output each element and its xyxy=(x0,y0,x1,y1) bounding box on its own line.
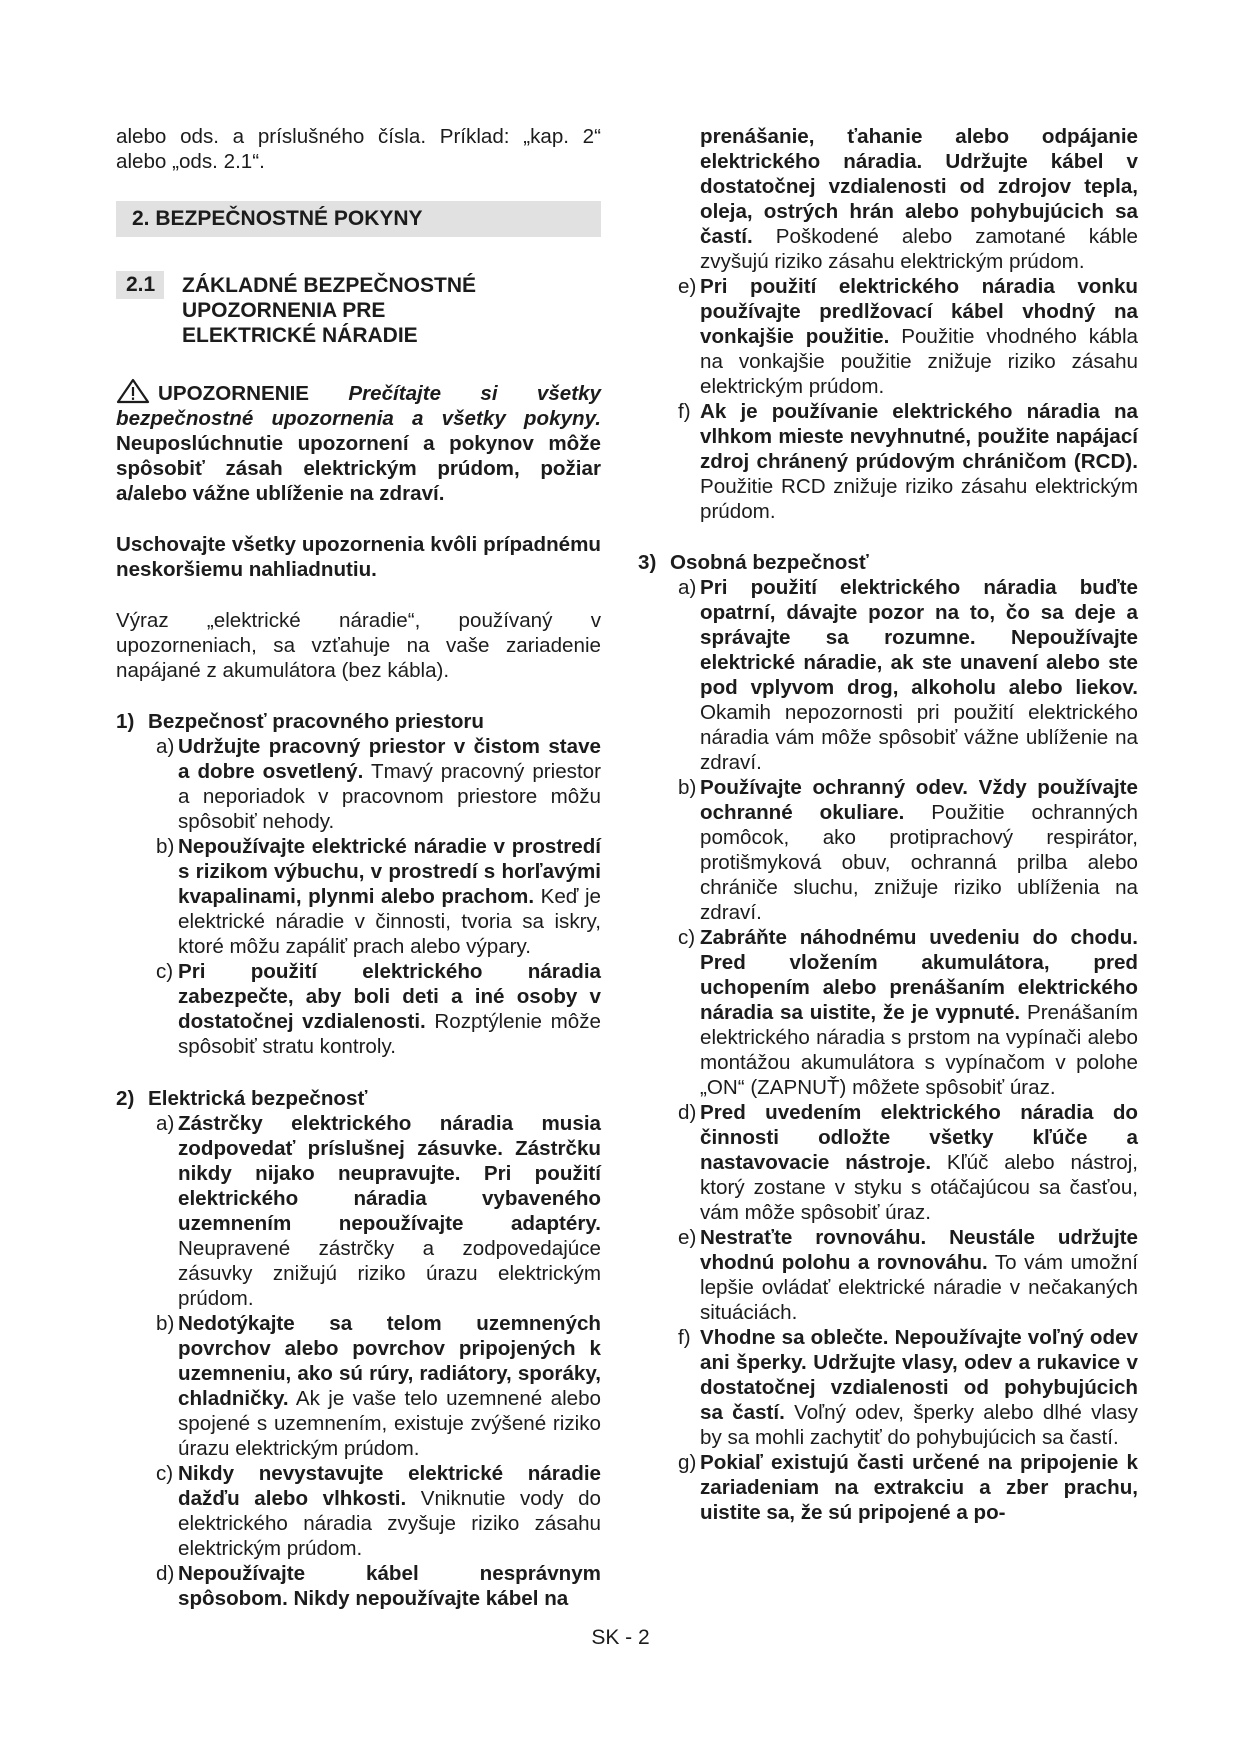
item-text: Kľúč alebo nástroj, ktorý zostane v styku s otáčajúcou sa časťou, vám môže spôsobiť úraz. xyxy=(700,1151,1138,1224)
list-item xyxy=(678,1325,1138,1450)
list-item-letter: a) xyxy=(156,735,175,758)
item-text: Použitie ochranných pomôcok, ako protiprachový respirátor, protišmyková obuv, ochranná prilba alebo chrániče sluchu, znižuje riziko ublíženia na zdraví. xyxy=(700,801,1138,924)
subsection-title-line: ELEKTRICKÉ NÁRADIE xyxy=(182,324,418,347)
subsection-heading xyxy=(116,271,601,348)
list-item xyxy=(678,1450,1138,1525)
list-item-continuation xyxy=(678,124,1138,274)
subsection-title xyxy=(182,273,476,348)
list-item xyxy=(678,775,1138,925)
subsection-number: 2.1 xyxy=(116,271,164,299)
intro-text: alebo ods. a príslušného čísla. Príklad: „kap. 2“ alebo „ods. 2.1“. xyxy=(116,125,601,173)
item-bold: Pred uvedením elektrického náradia do činnosti odložte všetky kľúče a nastavovacie nástroje. xyxy=(700,1101,1138,1174)
list-item xyxy=(678,575,1138,775)
warning-paragraph xyxy=(116,378,601,506)
term-note: Výraz „elektrické náradie“, používaný v upozorneniach, sa vzťahuje na vaše zariadenie napájané z akumulátora (bez kábla). xyxy=(116,609,601,682)
list-item-letter: b) xyxy=(678,776,697,799)
list-item xyxy=(156,1461,601,1561)
list-item-letter: e) xyxy=(678,1226,697,1249)
section-number: 2) xyxy=(116,1087,135,1110)
item-bold: Nedotýkajte sa telom uzemnených povrchov alebo povrchov pripojených k uzemneniu, ako sú rúry, radiátory, sporáky, chladničky. xyxy=(178,1312,601,1410)
section-number: 3) xyxy=(638,551,657,574)
item-bold: Nepoužívajte elektrické náradie v prostredí s rizikom výbuchu, v prostredí s horľavými kvapalinami, plynmi alebo prachom. xyxy=(178,835,601,908)
list-item-letter: a) xyxy=(156,1112,175,1135)
item-text: Prenášaním elektrického náradia s prstom na vypínači alebo montážou akumulátora s vypínačom v polohe „ON“ (ZAPNUŤ) môžete spôsobiť úraz. xyxy=(700,1001,1138,1099)
list-item-letter: g) xyxy=(678,1451,697,1474)
list-item xyxy=(156,1561,601,1611)
list-item-letter: b) xyxy=(156,1312,175,1335)
item-text: Použitie RCD znižuje riziko zásahu elektrickým prúdom. xyxy=(700,475,1138,523)
list-item xyxy=(156,959,601,1059)
right-items xyxy=(638,274,1138,524)
item-text: Použitie vhodného kábla na vonkajšie použitie znižuje riziko zásahu elektrickým prúdom. xyxy=(700,325,1138,398)
list-item xyxy=(156,734,601,834)
list-item xyxy=(678,274,1138,399)
list-item-letter: b) xyxy=(156,835,175,858)
list-item xyxy=(678,925,1138,1100)
page-number: SK - 2 xyxy=(591,1626,650,1649)
list-item xyxy=(156,834,601,959)
item-text: Vniknutie vody do elektrického náradia zvyšuje riziko zásahu elektrickým prúdom. xyxy=(178,1487,601,1560)
subsection-title-line: ZÁKLADNÉ BEZPEČNOSTNÉ xyxy=(182,274,477,297)
item-bold: prenášanie, ťahanie alebo odpájanie elektrického náradia. Udržujte kábel v dostatočnej vzdialenosti od zdrojov tepla, oleja, ostrých hrán alebo pohybujúcich sa častí. xyxy=(700,125,1138,248)
item-text: Tmavý pracovný priestor a neporiadok v pracovnom priestore môžu spôsobiť nehody. xyxy=(178,760,601,833)
item-bold: Nestraťte rovnováhu. Neustále udržujte vhodnú polohu a rovnováhu. xyxy=(700,1226,1138,1274)
list-item-letter: e) xyxy=(678,275,697,298)
item-text: Okamih nepozornosti pri použití elektrického náradia vám môže spôsobiť vážne ublíženie na zdraví. xyxy=(700,701,1138,774)
item-bold: Udržujte pracovný priestor v čistom stave a dobre osvetlený. xyxy=(178,735,601,783)
item-bold: Zástrčky elektrického náradia musia zodpovedať príslušnej zásuvke. Zástrčku nikdy nijako neupravujte. Pri použití elektrického náradia vybaveného uzemnením nepoužívajte adaptéry. xyxy=(178,1112,601,1235)
section-title xyxy=(638,550,1138,575)
right-column xyxy=(638,124,1138,1525)
item-bold: Pri použití elektrického náradia zabezpečte, aby boli deti a iné osoby v dostatočnej vzdialenosti. xyxy=(178,960,601,1033)
list-item-letter: a) xyxy=(678,576,697,599)
section xyxy=(638,550,1138,1525)
section-title-text: Osobná bezpečnosť xyxy=(670,551,869,574)
item-text: Keď je elektrické náradie v činnosti, tvoria sa iskry, ktoré môžu zapáliť prach alebo výpary. xyxy=(178,885,601,958)
item-bold: Vhodne sa oblečte. Nepoužívajte voľný odev ani šperky. Udržujte vlasy, odev a rukavice v dostatočnej vzdialenosti od pohybujúcich sa častí. xyxy=(700,1326,1138,1424)
item-bold: Zabráňte náhodnému uvedeniu do chodu. Pred vložením akumulátora, pred uchopením alebo prenášaním elektrického náradia sa uistite, že je vypnuté. xyxy=(700,926,1138,1024)
list-item-letter: c) xyxy=(156,960,174,983)
section xyxy=(116,1086,601,1611)
list-item xyxy=(156,1111,601,1311)
list-item-letter: c) xyxy=(156,1462,174,1485)
section-title-text: Elektrická bezpečnosť xyxy=(148,1087,368,1110)
warning-text: Neuposlúchnutie upozornení a pokynov môže spôsobiť zásah elektrickým prúdom, požiar a/alebo vážne ublíženie na zdraví. xyxy=(116,432,601,505)
list-item xyxy=(678,399,1138,524)
list-item xyxy=(156,1311,601,1461)
item-bold: Používajte ochranný odev. Vždy používajte ochranné okuliare. xyxy=(700,776,1138,824)
item-bold: Nikdy nevystavujte elektrické náradie dažďu alebo vlhkosti. xyxy=(178,1462,601,1510)
section-number: 1) xyxy=(116,710,135,733)
item-bold: Pri použití elektrického náradia buďte opatrní, dávajte pozor na to, čo sa deje a správajte sa rozumne. Nepoužívajte elektrické náradie, ak ste unavení alebo ste pod vplyvom drog, alkoholu alebo liekov. xyxy=(700,576,1138,699)
keep-notice: Uschovajte všetky upozornenia kvôli prípadnému neskoršiemu nahliadnutiu. xyxy=(116,533,601,581)
warning-italic: Prečítajte si všetky bezpečnostné upozornenia a všetky pokyny. xyxy=(116,382,601,430)
item-bold: Ak je používanie elektrického náradia na vlhkom mieste nevyhnutné, použite napájací zdroj chránený prúdovým chráničom (RCD). xyxy=(700,400,1138,473)
section-title xyxy=(116,709,601,734)
item-text: Neupravené zástrčky a zodpovedajúce zásuvky znižujú riziko úrazu elektrickým prúdom. xyxy=(178,1237,601,1310)
item-text: Poškodené alebo zamotané káble zvyšujú riziko zásahu elektrickým prúdom. xyxy=(700,225,1138,273)
list-item-letter: d) xyxy=(678,1101,697,1124)
item-text: Voľný odev, šperky alebo dlhé vlasy by sa mohli zachytiť do pohybujúcich sa častí. xyxy=(700,1401,1138,1449)
section-header: 2. BEZPEČNOSTNÉ POKYNY xyxy=(116,201,601,237)
section xyxy=(116,709,601,1059)
item-text: Ak je vaše telo uzemnené alebo spojené s uzemnením, existuje zvýšené riziko úrazu elektrickým prúdom. xyxy=(178,1387,602,1460)
section-title xyxy=(116,1086,601,1111)
list-item-letter: f) xyxy=(678,400,691,423)
warning-label: UPOZORNENIE xyxy=(158,382,310,405)
item-bold: Pri použití elektrického náradia vonku používajte predlžovací kábel vhodný na vonkajšie použitie. xyxy=(700,275,1138,348)
item-text: Rozptýlenie môže spôsobiť stratu kontroly. xyxy=(178,1010,601,1058)
list-item xyxy=(678,1100,1138,1225)
item-text: To vám umožní lepšie ovládať elektrické náradie v nečakaných situáciách. xyxy=(700,1251,1138,1324)
list-item-letter: d) xyxy=(156,1562,175,1585)
item-bold: Nepoužívajte kábel nesprávnym spôsobom. Nikdy nepoužívajte kábel na xyxy=(178,1562,601,1610)
subsection-title-line: UPOZORNENIA PRE xyxy=(182,299,386,322)
list-item-letter: c) xyxy=(678,926,696,949)
warning-triangle-icon xyxy=(116,378,150,404)
list-item-letter: f) xyxy=(678,1326,691,1349)
section-title-text: Bezpečnosť pracovného priestoru xyxy=(148,710,485,733)
left-column xyxy=(116,124,601,1611)
right-section xyxy=(638,550,1138,1525)
item-bold: Pokiaľ existujú časti určené na pripojenie k zariadeniam na extrakciu a zber prachu, uistite sa, že sú pripojené a po- xyxy=(700,1451,1138,1524)
list-item xyxy=(678,1225,1138,1325)
left-sections xyxy=(116,709,601,1611)
